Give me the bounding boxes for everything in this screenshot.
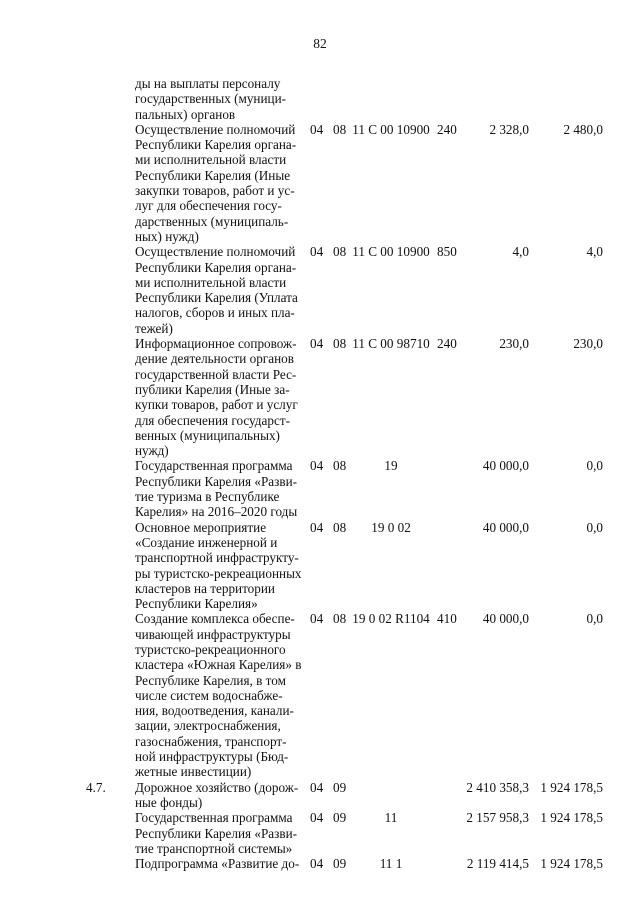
budget-table [0, 76, 640, 871]
amount-year-2: 1 924 178,5 [540, 810, 603, 826]
amount-year-2: 0,0 [586, 458, 603, 474]
description-line: Республики Карелия органа- [135, 137, 297, 153]
row-number: 4.7. [86, 779, 106, 795]
subsection-code: 09 [333, 779, 347, 795]
description-line: Подпрограмма «Развитие до- [135, 856, 300, 872]
description-line: ных) нужд) [135, 228, 199, 244]
target-article-code: 19 [384, 458, 398, 474]
subsection-code: 08 [333, 458, 347, 474]
amount-year-1: 2 328,0 [489, 121, 529, 137]
table-row [0, 611, 640, 779]
target-article-code: 19 0 02 [371, 519, 411, 535]
amount-year-1: 40 000,0 [482, 458, 529, 474]
description-line: дение деятельности органов [135, 351, 294, 367]
expense-type-code: 240 [437, 336, 457, 352]
description-line: Государственная программа [135, 458, 293, 474]
description-line: Создание комплекса обеспе- [135, 611, 295, 627]
row-description [135, 520, 301, 612]
subsection-code: 08 [333, 336, 347, 352]
table-row [0, 244, 640, 336]
row-description [135, 76, 301, 122]
section-code: 04 [310, 519, 324, 535]
description-line: Осуществление полномочий [135, 121, 296, 137]
description-line: Республики Карелия (Уплата [135, 290, 298, 306]
amount-year-2: 230,0 [573, 336, 603, 352]
section-code: 04 [310, 336, 324, 352]
description-line: для обеспечения государст- [135, 412, 290, 428]
amount-year-1: 2 157 958,3 [466, 810, 529, 826]
target-article-code: 19 0 02 R1104 [352, 611, 430, 627]
description-line: Основное мероприятие [135, 519, 267, 535]
description-line: Республики Карелия «Разви- [135, 473, 298, 489]
row-description [135, 810, 301, 856]
table-row [0, 76, 640, 122]
description-line: налогов, сборов и иных пла- [135, 305, 295, 321]
amount-year-2: 1 924 178,5 [540, 779, 603, 795]
amount-year-1: 4,0 [512, 244, 529, 260]
subsection-code: 08 [333, 519, 347, 535]
expense-type-code: 410 [437, 611, 457, 627]
subsection-code: 08 [333, 244, 347, 260]
description-line: газоснабжения, транспорт- [135, 733, 287, 749]
description-line: туристско-рекреационного [135, 641, 286, 657]
amount-year-2: 1 924 178,5 [540, 856, 603, 872]
amount-year-1: 2 119 414,5 [466, 856, 529, 872]
description-line: Республики Карелия (Иные [135, 167, 291, 183]
row-description [135, 856, 301, 871]
description-line: нужд) [135, 443, 169, 459]
description-line: Осуществление полномочий [135, 244, 296, 260]
description-line: Дорожное хозяйство (дорож- [135, 779, 299, 795]
amount-year-1: 230,0 [499, 336, 529, 352]
target-article-code: 11 1 [379, 856, 403, 872]
description-line: ния, водоотведения, канали- [135, 703, 294, 719]
section-code: 04 [310, 856, 324, 872]
amount-year-2: 4,0 [586, 244, 603, 260]
description-line: числе систем водоснабже- [135, 687, 283, 703]
row-description [135, 336, 301, 458]
description-line: тие туризма в Республике [135, 489, 280, 505]
table-row [0, 458, 640, 519]
description-line: ные фонды) [135, 794, 203, 810]
row-description [135, 458, 301, 519]
subsection-code: 09 [333, 810, 347, 826]
description-line: тие транспортной системы» [135, 840, 293, 856]
table-row [0, 336, 640, 458]
subsection-code: 08 [333, 121, 347, 137]
subsection-code: 09 [333, 856, 347, 872]
description-line: «Создание инженерной и [135, 534, 278, 550]
row-description [135, 780, 301, 811]
table-row [0, 122, 640, 244]
description-line: кластера «Южная Карелия» в [135, 657, 302, 673]
description-line: государственной власти Рес- [135, 366, 297, 382]
target-article-code: 11 [384, 810, 398, 826]
amount-year-2: 2 480,0 [563, 121, 603, 137]
description-line: чивающей инфраструктуры [135, 626, 291, 642]
section-code: 04 [310, 611, 324, 627]
target-article-code: 11 С 00 10900 [352, 121, 430, 137]
table-row [0, 780, 640, 811]
description-line: закупки товаров, работ и ус- [135, 183, 295, 199]
description-line: транспортной инфраструкту- [135, 550, 299, 566]
section-code: 04 [310, 779, 324, 795]
description-line: луг для обеспечения госу- [135, 198, 282, 214]
amount-year-2: 0,0 [586, 519, 603, 535]
amount-year-2: 0,0 [586, 611, 603, 627]
description-line: ной инфраструктуры (Бюд- [135, 749, 289, 765]
expense-type-code: 850 [437, 244, 457, 260]
expense-type-code: 240 [437, 121, 457, 137]
description-line: государственных (муници- [135, 91, 287, 107]
amount-year-1: 40 000,0 [482, 519, 529, 535]
target-article-code: 11 С 00 98710 [352, 336, 430, 352]
description-line: Республики Карелия» [135, 596, 258, 612]
description-line: ды на выплаты персоналу [135, 76, 281, 91]
description-line: Республики Карелия «Разви- [135, 825, 298, 841]
table-row [0, 810, 640, 856]
amount-year-1: 2 410 358,3 [466, 779, 529, 795]
description-line: кластеров на территории [135, 580, 275, 596]
section-code: 04 [310, 121, 324, 137]
description-line: пальных) органов [135, 106, 236, 122]
description-line: публики Карелия (Иные за- [135, 381, 290, 397]
description-line: Республики Карелия органа- [135, 259, 297, 275]
row-description [135, 244, 301, 336]
description-line: венных (муниципальных) [135, 427, 280, 443]
description-line: ми исполнительной власти [135, 274, 287, 290]
section-code: 04 [310, 458, 324, 474]
amount-year-1: 40 000,0 [482, 611, 529, 627]
description-line: купки товаров, работ и услуг [135, 397, 298, 413]
description-line: дарственных (муниципаль- [135, 213, 289, 229]
description-line: Республике Карелия, в том [135, 672, 286, 688]
table-row [0, 520, 640, 612]
row-description [135, 611, 301, 779]
subsection-code: 08 [333, 611, 347, 627]
description-line: тежей) [135, 320, 173, 336]
description-line: ры туристско-рекреационных [135, 565, 302, 581]
description-line: зации, электроснабжения, [135, 718, 281, 734]
description-line: Информационное сопровож- [135, 336, 297, 352]
section-code: 04 [310, 244, 324, 260]
page-number: 82 [313, 36, 327, 51]
description-line: жетные инвестиции) [135, 764, 252, 780]
section-code: 04 [310, 810, 324, 826]
description-line: Государственная программа [135, 810, 293, 826]
table-row [0, 856, 640, 871]
description-line: ми исполнительной власти [135, 152, 287, 168]
row-description [135, 122, 301, 244]
description-line: Карелия» на 2016–2020 годы [135, 504, 298, 520]
target-article-code: 11 С 00 10900 [352, 244, 430, 260]
